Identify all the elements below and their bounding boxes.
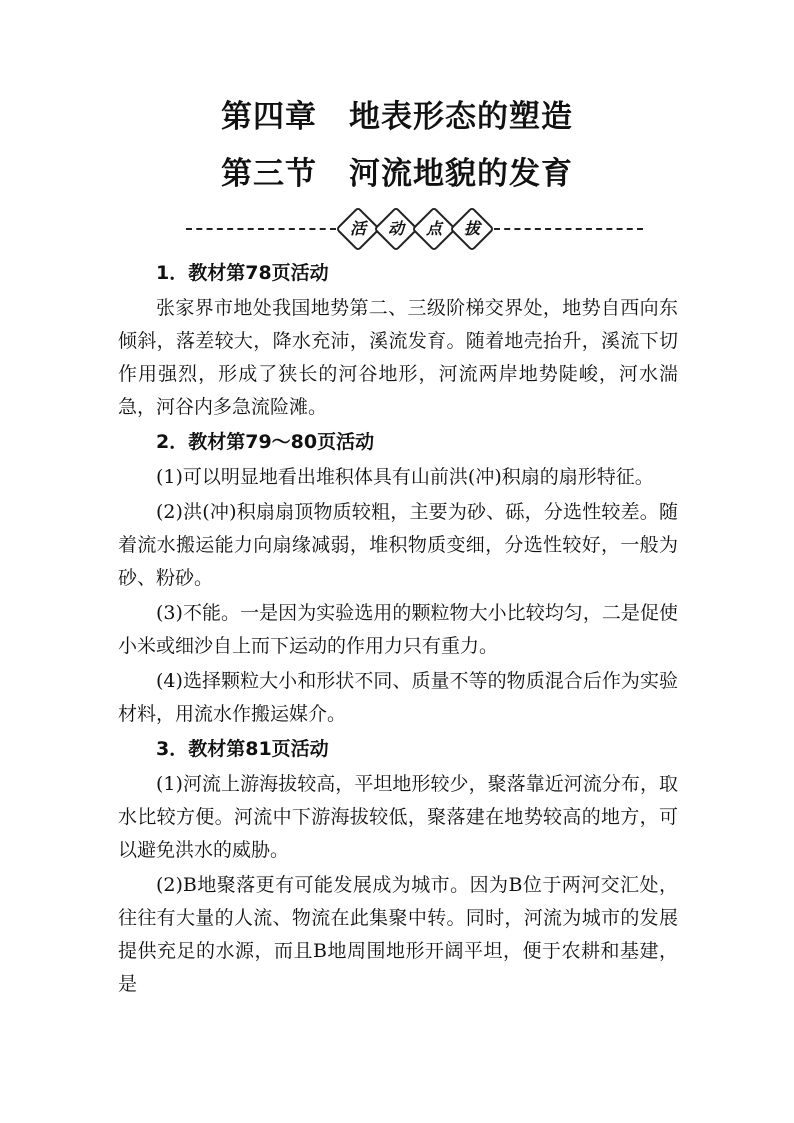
banner-badge [335, 206, 380, 251]
item-heading: 2．教材第79～80页活动 [156, 431, 375, 453]
banner-badge [373, 206, 418, 251]
paragraph: (2)洪(冲)积扇扇顶物质较粗，主要为砂、砾，分选性较差。随着流水搬运能力向扇缘减弱，堆积物质变细，分选性较好，一般为砂、粉砂。 [118, 501, 678, 589]
chapter-title: 第四章 地表形态的塑造 [221, 99, 573, 135]
banner-badge-char: 点 [425, 218, 442, 238]
banner-dash-right [494, 228, 644, 230]
banner-badges [342, 213, 488, 245]
banner-badge-char: 拔 [463, 218, 480, 238]
item-heading: 3．教材第81页活动 [156, 738, 329, 760]
paragraph: (3)不能。一是因为实验选用的颗粒物大小比较均匀，二是促使小米或细沙自上而下运动的作用力只有重力。 [118, 602, 678, 657]
paragraph: (2)B地聚落更有可能发展成为城市。因为B位于两河交汇处，往往有大量的人流、物流在此集聚中转。同时，河流为城市的发展提供充足的水源，而且B地周围地形开阔平坦，便于农耕和基建，是 [118, 874, 678, 995]
banner-badge-char: 动 [387, 218, 404, 238]
banner-dash-left [186, 228, 336, 230]
paragraph: (1)河流上游海拔较高，平坦地形较少，聚落靠近河流分布，取水比较方便。河流中下游海拔较低，聚落建在地势较高的地方，可以避免洪水的威胁。 [118, 773, 678, 861]
document-body [118, 257, 678, 1003]
banner-badge [449, 206, 494, 251]
banner-badge-char: 活 [349, 218, 366, 238]
paragraph: (1)可以明显地看出堆积体具有山前洪(冲)积扇的扇形特征。 [156, 466, 654, 488]
banner-badge [411, 206, 456, 251]
item-heading: 1．教材第78页活动 [156, 262, 329, 284]
paragraph: (4)选择颗粒大小和形状不同、质量不等的物质混合后作为实验材料，用流水作搬运媒介。 [118, 670, 678, 725]
paragraph: 张家界市地处我国地势第二、三级阶梯交界处，地势自西向东倾斜，落差较大，降水充沛，溪流发育。随着地壳抬升，溪流下切作用强烈，形成了狭长的河谷地形，河流两岸地势陡峻，河水湍急，河谷内多急流险滩。 [118, 297, 678, 418]
section-banner [186, 208, 643, 250]
section-title: 第三节 河流地貌的发育 [221, 156, 573, 192]
